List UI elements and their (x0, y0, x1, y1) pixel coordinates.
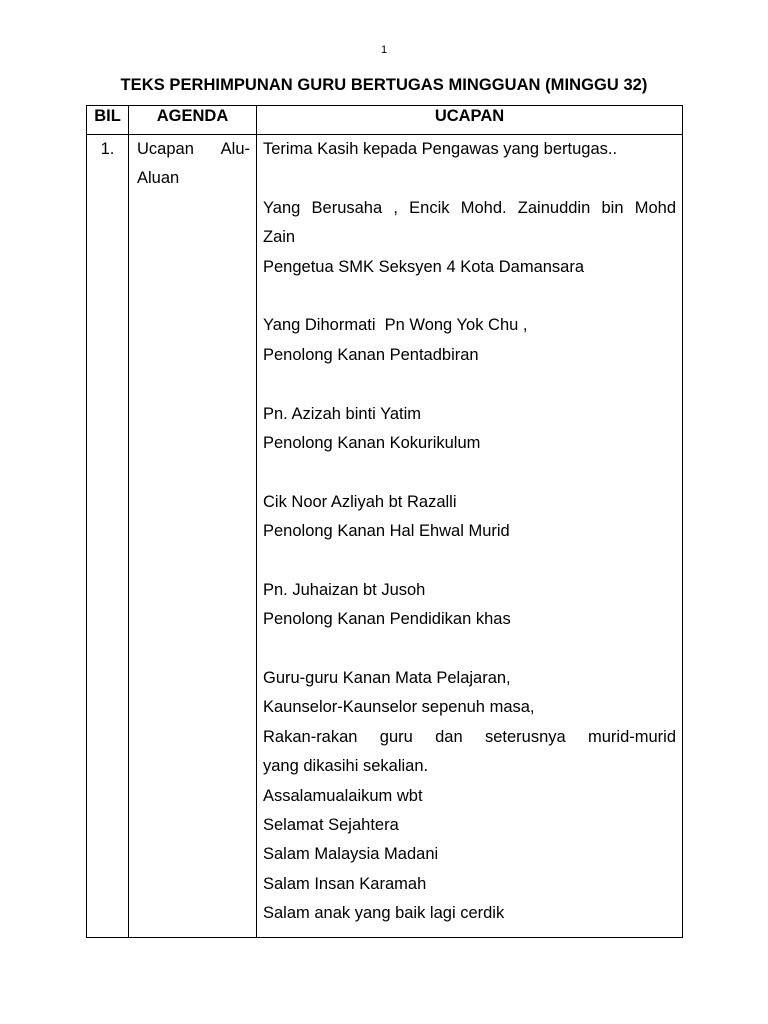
ucapan-line: Penolong Kanan Kokurikulum (263, 433, 481, 452)
page-number: 1 (380, 44, 388, 56)
ucapan-line: Penolong Kanan Pentadbiran (263, 345, 479, 364)
ucapan-line: Salam anak yang baik lagi cerdik (263, 904, 505, 923)
ucapan-line: yang dikasihi sekalian. (263, 757, 429, 776)
ucapan-blank-line (263, 164, 676, 193)
ucapan-line: Penolong Kanan Pendidikan khas (263, 610, 511, 629)
ucapan-line: Yang Dihormati Pn Wong Yok Chu , (263, 316, 528, 335)
row-bil: 1. (87, 135, 129, 938)
ucapan-blank-line (263, 635, 676, 664)
ucapan-line: Pn. Azizah binti Yatim (263, 404, 422, 423)
ucapan-line: Salam Insan Karamah (263, 874, 427, 893)
ucapan-line: Pn. Juhaizan bt Jusoh (263, 580, 426, 599)
header-bil: BIL (87, 106, 129, 135)
row-ucapan (257, 135, 683, 938)
ucapan-blank-line (263, 458, 676, 487)
ucapan-line: Kaunselor-Kaunselor sepenuh masa, (263, 698, 535, 717)
ucapan-line: Selamat Sejahtera (263, 815, 399, 834)
ucapan-line: Cik Noor Azliyah bt Razalli (263, 492, 457, 511)
document-title: TEKS PERHIMPUNAN GURU BERTUGAS MINGGUAN (MINGGU 32) (120, 76, 648, 94)
ucapan-line: Pengetua SMK Seksyen 4 Kota Damansara (263, 257, 585, 276)
ucapan-line: Penolong Kanan Hal Ehwal Murid (263, 522, 510, 541)
table-row (87, 135, 683, 938)
header-agenda: AGENDA (129, 106, 257, 135)
ucapan-blank-line (263, 370, 676, 399)
ucapan-line: Terima Kasih kepada Pengawas yang bertugas.. (263, 140, 618, 158)
ucapan-line: Zain (263, 228, 296, 247)
ucapan-line: Assalamualaikum wbt (263, 786, 423, 805)
agenda-table (86, 105, 683, 938)
table-header-row (87, 106, 683, 135)
ucapan-line: Rakan-rakan guru dan seterusnya murid-murid (263, 727, 676, 746)
row-agenda: Ucapan Alu-Aluan (129, 135, 257, 938)
header-ucapan: UCAPAN (257, 106, 683, 135)
ucapan-line: Yang Berusaha , Encik Mohd. Zainuddin bin Mohd (263, 198, 676, 217)
ucapan-blank-line (263, 546, 676, 575)
ucapan-blank-line (263, 282, 676, 311)
ucapan-line: Salam Malaysia Madani (263, 845, 439, 864)
ucapan-line: Guru-guru Kanan Mata Pelajaran, (263, 669, 511, 688)
